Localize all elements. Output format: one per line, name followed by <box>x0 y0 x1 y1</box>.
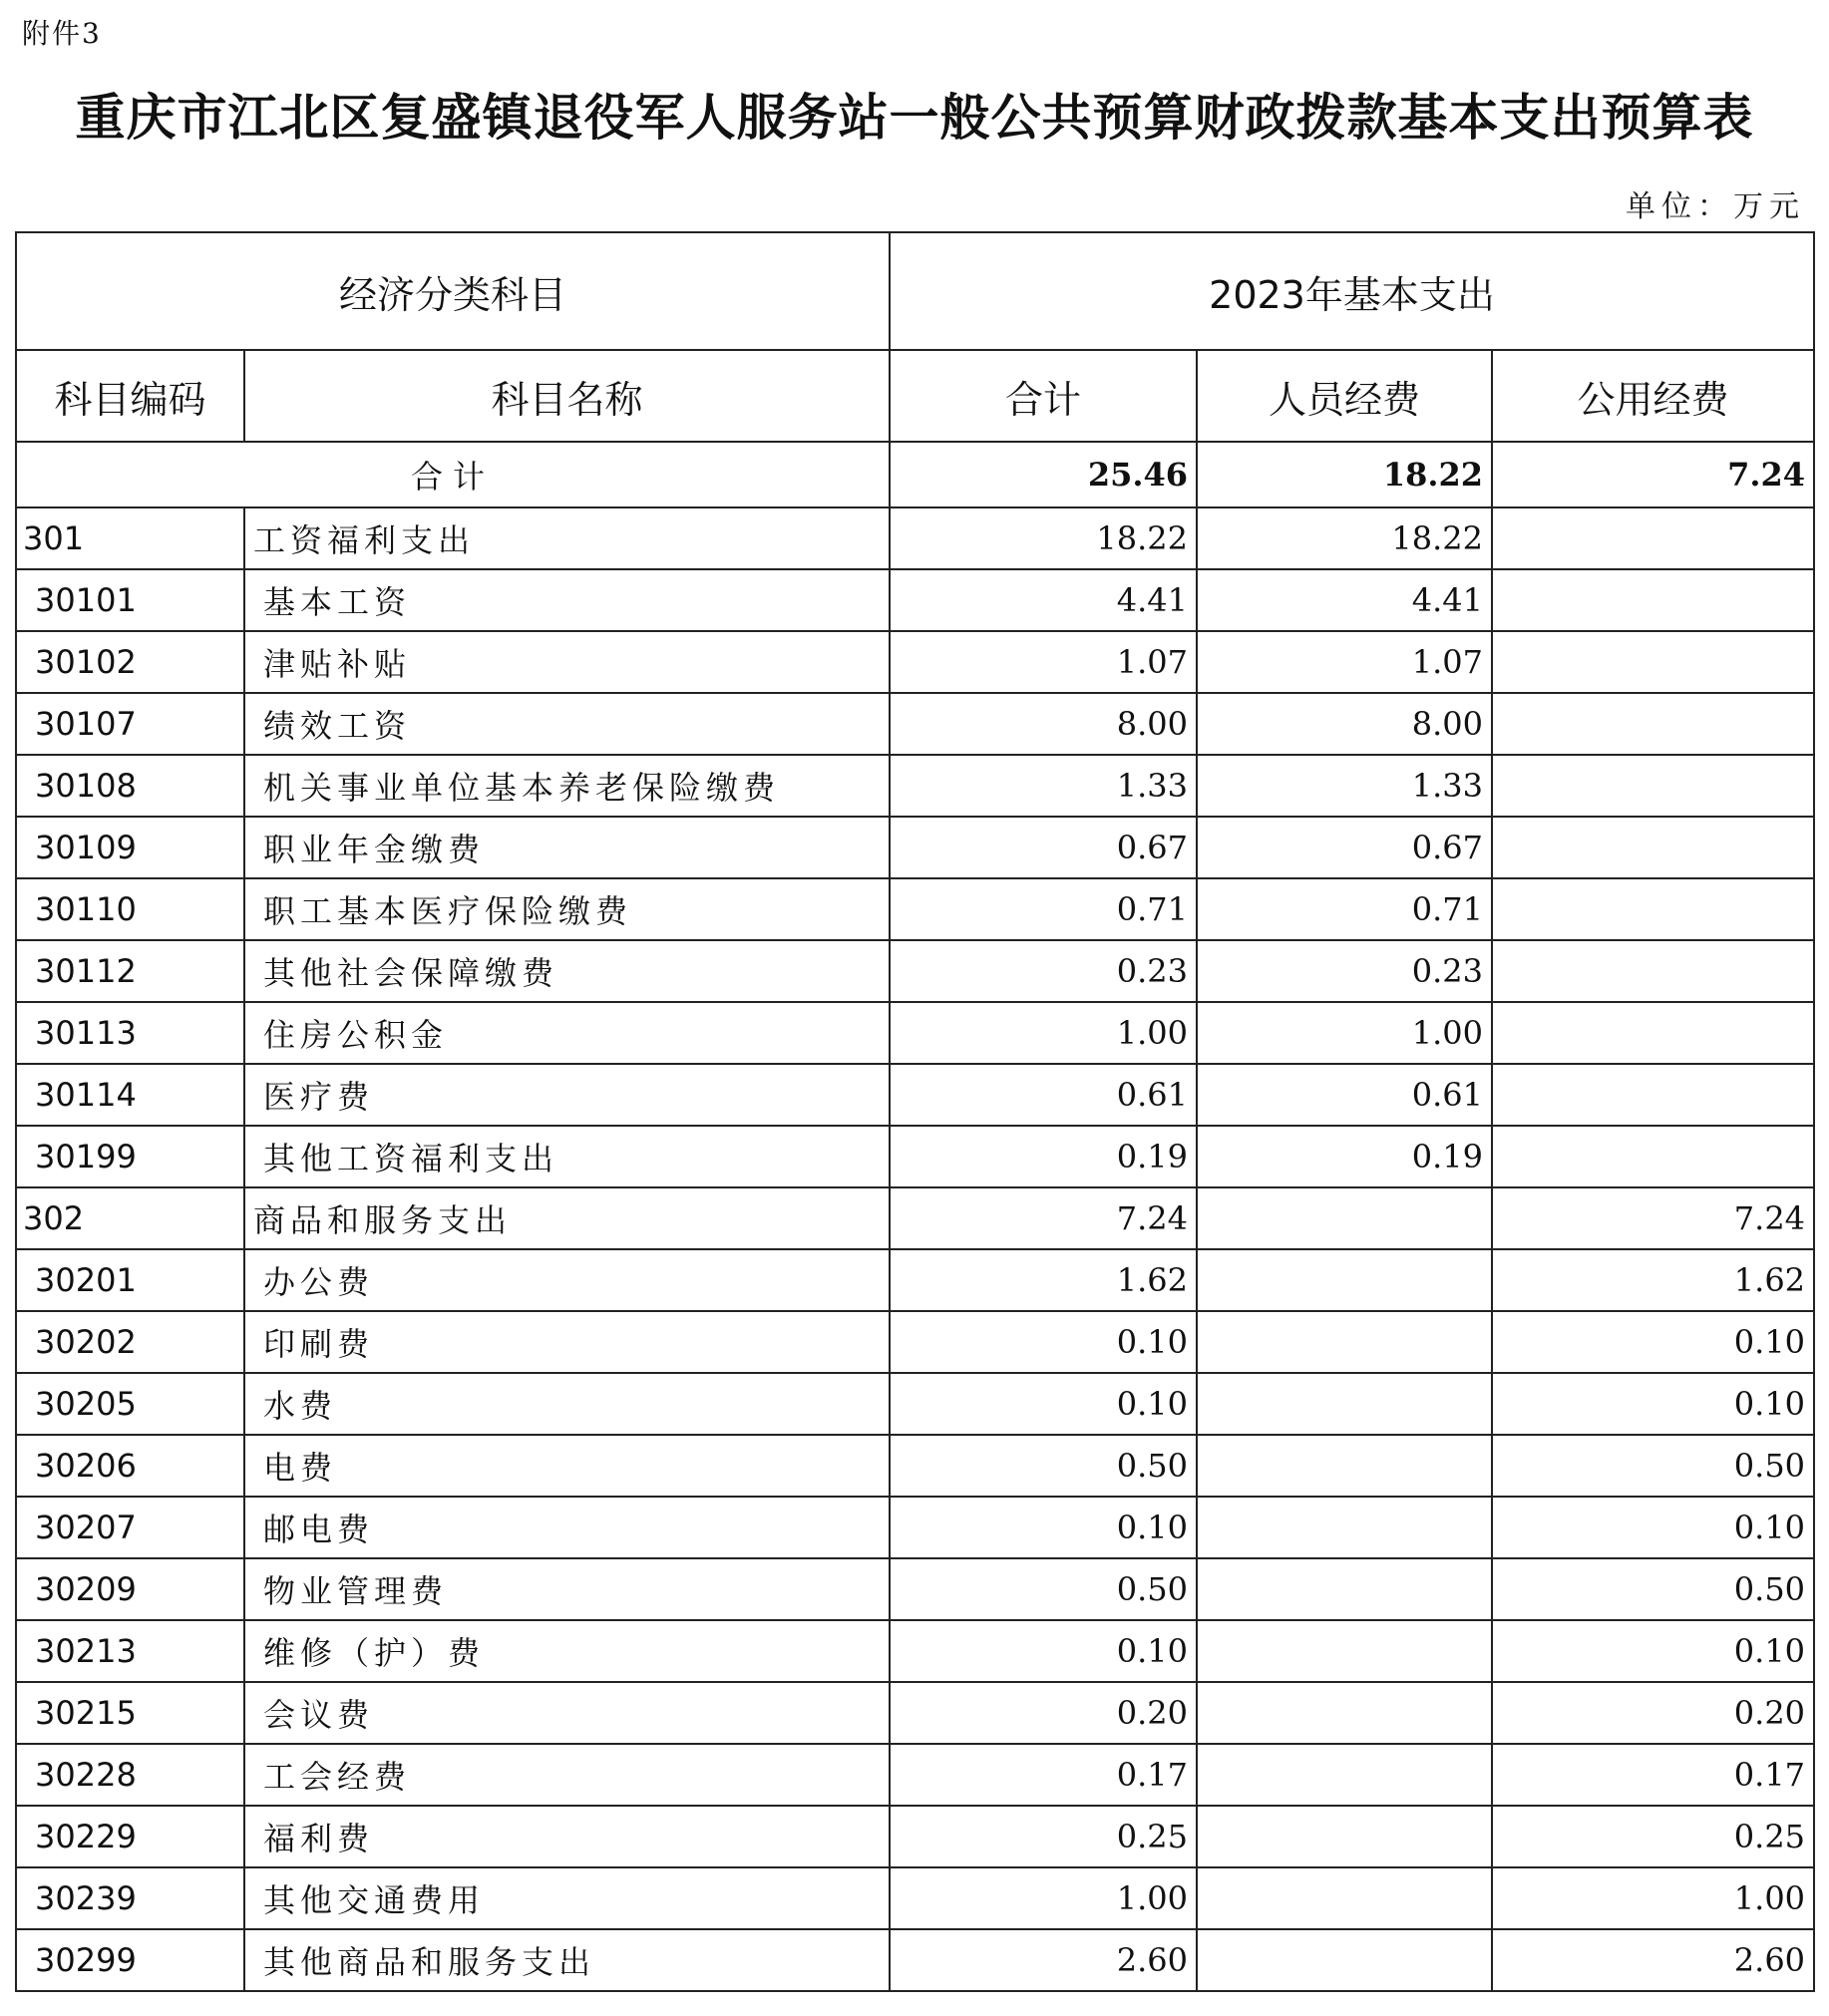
row-public: 0.17 <box>1492 1744 1814 1806</box>
header-public: 公用经费 <box>1492 350 1814 442</box>
row-public <box>1492 507 1814 569</box>
row-total: 0.10 <box>890 1311 1197 1373</box>
row-public: 0.10 <box>1492 1620 1814 1682</box>
row-personnel <box>1197 1311 1492 1373</box>
row-personnel: 18.22 <box>1197 507 1492 569</box>
row-personnel <box>1197 1187 1492 1249</box>
row-personnel: 1.00 <box>1197 1002 1492 1064</box>
table-row <box>16 631 1814 693</box>
row-code: 30205 <box>16 1373 244 1435</box>
table-body <box>16 442 1814 1991</box>
row-code: 30229 <box>16 1806 244 1867</box>
row-code: 30207 <box>16 1497 244 1558</box>
table-row <box>16 569 1814 631</box>
row-personnel: 4.41 <box>1197 569 1492 631</box>
row-total: 0.20 <box>890 1682 1197 1744</box>
header-econ-class: 经济分类科目 <box>16 232 890 350</box>
table-row <box>16 1497 1814 1558</box>
row-public <box>1492 878 1814 940</box>
row-name: 津贴补贴 <box>244 631 890 693</box>
total-personnel: 18.22 <box>1197 442 1492 507</box>
row-code: 30209 <box>16 1558 244 1620</box>
row-total: 4.41 <box>890 569 1197 631</box>
row-public: 0.50 <box>1492 1435 1814 1497</box>
table-row <box>16 1311 1814 1373</box>
row-name: 其他交通费用 <box>244 1867 890 1929</box>
row-total: 1.07 <box>890 631 1197 693</box>
header-code: 科目编码 <box>16 350 244 442</box>
row-name: 商品和服务支出 <box>244 1187 890 1249</box>
row-total: 0.10 <box>890 1373 1197 1435</box>
page-title: 重庆市江北区复盛镇退役军人服务站一般公共预算财政拨款基本支出预算表 <box>75 88 1754 147</box>
row-personnel: 8.00 <box>1197 693 1492 755</box>
row-total: 0.19 <box>890 1126 1197 1187</box>
table-row <box>16 878 1814 940</box>
row-public <box>1492 1002 1814 1064</box>
row-public <box>1492 693 1814 755</box>
table-row <box>16 1806 1814 1867</box>
row-code: 30109 <box>16 817 244 878</box>
table-row <box>16 1249 1814 1311</box>
total-label: 合计 <box>16 442 890 507</box>
row-name: 绩效工资 <box>244 693 890 755</box>
row-code: 30114 <box>16 1064 244 1126</box>
row-total: 0.10 <box>890 1497 1197 1558</box>
row-name: 工资福利支出 <box>244 507 890 569</box>
row-public <box>1492 755 1814 817</box>
row-name: 印刷费 <box>244 1311 890 1373</box>
table-row <box>16 1187 1814 1249</box>
row-public <box>1492 631 1814 693</box>
row-personnel <box>1197 1929 1492 1991</box>
header-year-basic: 2023年基本支出 <box>890 232 1814 350</box>
row-code: 302 <box>16 1187 244 1249</box>
row-public: 0.10 <box>1492 1497 1814 1558</box>
row-name: 办公费 <box>244 1249 890 1311</box>
row-name: 其他商品和服务支出 <box>244 1929 890 1991</box>
row-total: 0.23 <box>890 940 1197 1002</box>
table-row <box>16 1744 1814 1806</box>
row-name: 机关事业单位基本养老保险缴费 <box>244 755 890 817</box>
row-personnel <box>1197 1249 1492 1311</box>
row-personnel: 0.71 <box>1197 878 1492 940</box>
row-code: 30228 <box>16 1744 244 1806</box>
row-code: 30215 <box>16 1682 244 1744</box>
row-personnel <box>1197 1435 1492 1497</box>
table-row <box>16 1558 1814 1620</box>
row-name: 会议费 <box>244 1682 890 1744</box>
row-name: 医疗费 <box>244 1064 890 1126</box>
row-name: 物业管理费 <box>244 1558 890 1620</box>
row-name: 职工基本医疗保险缴费 <box>244 878 890 940</box>
row-total: 1.62 <box>890 1249 1197 1311</box>
row-total: 1.00 <box>890 1867 1197 1929</box>
row-name: 维修（护）费 <box>244 1620 890 1682</box>
row-public: 1.62 <box>1492 1249 1814 1311</box>
row-public: 0.10 <box>1492 1311 1814 1373</box>
row-code: 30199 <box>16 1126 244 1187</box>
row-name: 其他工资福利支出 <box>244 1126 890 1187</box>
table-row <box>16 817 1814 878</box>
row-total: 0.61 <box>890 1064 1197 1126</box>
row-public: 1.00 <box>1492 1867 1814 1929</box>
row-public <box>1492 569 1814 631</box>
total-sum: 25.46 <box>890 442 1197 507</box>
row-code: 30202 <box>16 1311 244 1373</box>
row-personnel <box>1197 1682 1492 1744</box>
row-total: 1.00 <box>890 1002 1197 1064</box>
row-public: 0.20 <box>1492 1682 1814 1744</box>
row-personnel: 0.61 <box>1197 1064 1492 1126</box>
table-row <box>16 1126 1814 1187</box>
row-name: 住房公积金 <box>244 1002 890 1064</box>
row-public: 7.24 <box>1492 1187 1814 1249</box>
row-code: 30299 <box>16 1929 244 1991</box>
unit-label: 单位：万元 <box>1626 189 1805 224</box>
row-total: 0.17 <box>890 1744 1197 1806</box>
row-code: 30239 <box>16 1867 244 1929</box>
row-personnel: 0.19 <box>1197 1126 1492 1187</box>
table-row <box>16 1435 1814 1497</box>
table-row <box>16 507 1814 569</box>
row-personnel: 0.67 <box>1197 817 1492 878</box>
row-total: 0.71 <box>890 878 1197 940</box>
row-personnel <box>1197 1806 1492 1867</box>
header-total: 合计 <box>890 350 1197 442</box>
row-code: 30112 <box>16 940 244 1002</box>
table-row <box>16 693 1814 755</box>
row-code: 30110 <box>16 878 244 940</box>
table-row <box>16 1620 1814 1682</box>
row-public <box>1492 1064 1814 1126</box>
row-code: 30113 <box>16 1002 244 1064</box>
row-public: 0.10 <box>1492 1373 1814 1435</box>
attachment-label: 附件3 <box>22 17 102 50</box>
table-row <box>16 1929 1814 1991</box>
row-total: 0.50 <box>890 1558 1197 1620</box>
header-name: 科目名称 <box>244 350 890 442</box>
total-public: 7.24 <box>1492 442 1814 507</box>
row-public <box>1492 940 1814 1002</box>
row-public: 0.25 <box>1492 1806 1814 1867</box>
row-code: 30107 <box>16 693 244 755</box>
table-row <box>16 755 1814 817</box>
row-name: 职业年金缴费 <box>244 817 890 878</box>
row-code: 30102 <box>16 631 244 693</box>
table-row <box>16 1064 1814 1126</box>
row-total: 7.24 <box>890 1187 1197 1249</box>
row-public: 2.60 <box>1492 1929 1814 1991</box>
row-code: 30101 <box>16 569 244 631</box>
row-name: 福利费 <box>244 1806 890 1867</box>
row-total: 0.10 <box>890 1620 1197 1682</box>
row-name: 工会经费 <box>244 1744 890 1806</box>
total-row <box>16 442 1814 507</box>
row-name: 基本工资 <box>244 569 890 631</box>
table-row <box>16 1002 1814 1064</box>
row-total: 0.25 <box>890 1806 1197 1867</box>
row-total: 1.33 <box>890 755 1197 817</box>
row-name: 电费 <box>244 1435 890 1497</box>
table-row <box>16 1373 1814 1435</box>
budget-table <box>15 231 1815 1992</box>
table-row <box>16 1682 1814 1744</box>
row-personnel: 0.23 <box>1197 940 1492 1002</box>
row-personnel <box>1197 1744 1492 1806</box>
row-total: 0.67 <box>890 817 1197 878</box>
row-name: 水费 <box>244 1373 890 1435</box>
header-personnel: 人员经费 <box>1197 350 1492 442</box>
row-personnel <box>1197 1497 1492 1558</box>
row-personnel: 1.07 <box>1197 631 1492 693</box>
row-name: 其他社会保障缴费 <box>244 940 890 1002</box>
row-code: 30206 <box>16 1435 244 1497</box>
row-personnel <box>1197 1373 1492 1435</box>
row-public <box>1492 817 1814 878</box>
row-public <box>1492 1126 1814 1187</box>
row-total: 18.22 <box>890 507 1197 569</box>
row-total: 0.50 <box>890 1435 1197 1497</box>
row-code: 30213 <box>16 1620 244 1682</box>
row-public: 0.50 <box>1492 1558 1814 1620</box>
row-code: 301 <box>16 507 244 569</box>
row-personnel: 1.33 <box>1197 755 1492 817</box>
table-row <box>16 940 1814 1002</box>
row-personnel <box>1197 1867 1492 1929</box>
row-total: 2.60 <box>890 1929 1197 1991</box>
row-name: 邮电费 <box>244 1497 890 1558</box>
row-code: 30201 <box>16 1249 244 1311</box>
row-personnel <box>1197 1558 1492 1620</box>
row-personnel <box>1197 1620 1492 1682</box>
table-row <box>16 1867 1814 1929</box>
row-total: 8.00 <box>890 693 1197 755</box>
row-code: 30108 <box>16 755 244 817</box>
